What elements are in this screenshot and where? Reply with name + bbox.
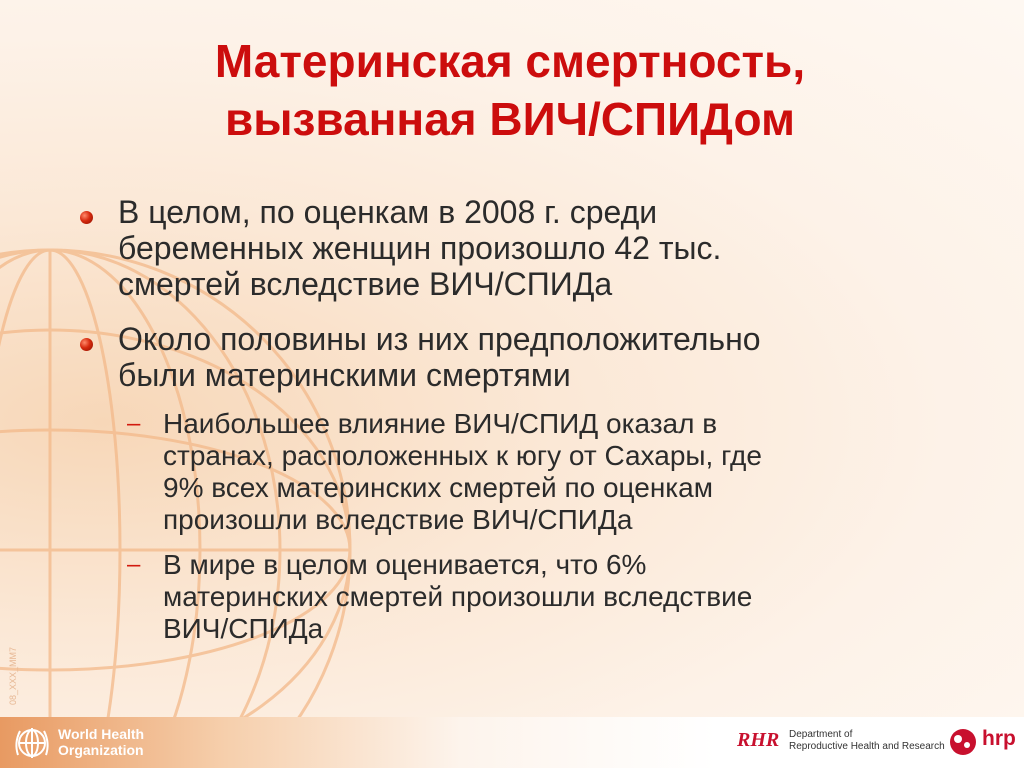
dash-icon: –: [127, 551, 141, 578]
rhr-line-1: Department of: [789, 729, 853, 740]
subbullet-line: странах, расположенных к югу от Сахары, где: [163, 440, 762, 471]
rhr-line-2: Reproductive Health and Research: [789, 741, 945, 752]
bullet-line: Около половины из них предположительно: [118, 321, 761, 357]
subbullet-line: произошли вследствие ВИЧ/СПИДа: [163, 504, 633, 535]
bullet-line: беременных женщин произошло 42 тыс.: [118, 230, 722, 266]
bullet-line: В целом, по оценкам в 2008 г. среди: [118, 194, 658, 230]
dash-icon: –: [127, 410, 141, 437]
hrp-logo-icon: [943, 727, 983, 757]
who-line-1: World Health: [58, 726, 145, 742]
slide-title: [60, 32, 960, 148]
bullet-item-1: [118, 194, 948, 302]
title-line-1: Материнская смертность,: [214, 35, 806, 87]
subbullet-line: ВИЧ/СПИДа: [163, 613, 324, 644]
hrp-logo-text: hrp: [982, 727, 1016, 750]
footer-bar: [0, 717, 1024, 768]
subbullet-line: Наибольшее влияние ВИЧ/СПИД оказал в: [163, 408, 718, 439]
subbullet-line: В мире в целом оценивается, что 6%: [163, 549, 647, 580]
rhr-department-text: [789, 729, 945, 753]
bullet-icon: [80, 338, 93, 351]
who-logo-text: [58, 726, 144, 758]
slide-code: 08_XXX_MM7: [8, 646, 18, 705]
rhr-logo: RHR: [737, 729, 780, 751]
who-line-2: Organization: [58, 742, 144, 758]
subbullet-line: 9% всех материнских смертей по оценкам: [163, 472, 713, 503]
bullet-icon: [80, 211, 93, 224]
bullet-line: были материнскими смертями: [118, 357, 571, 393]
bullet-line: смертей вследствие ВИЧ/СПИДа: [118, 266, 613, 302]
subbullet-line: материнских смертей произошли вследствие: [163, 581, 753, 612]
subbullet-item-2: [163, 549, 923, 645]
subbullet-item-1: [163, 408, 923, 536]
bullet-item-2: [118, 321, 948, 393]
title-line-2: вызванная ВИЧ/СПИДом: [224, 93, 796, 145]
who-emblem-icon: [12, 725, 52, 761]
